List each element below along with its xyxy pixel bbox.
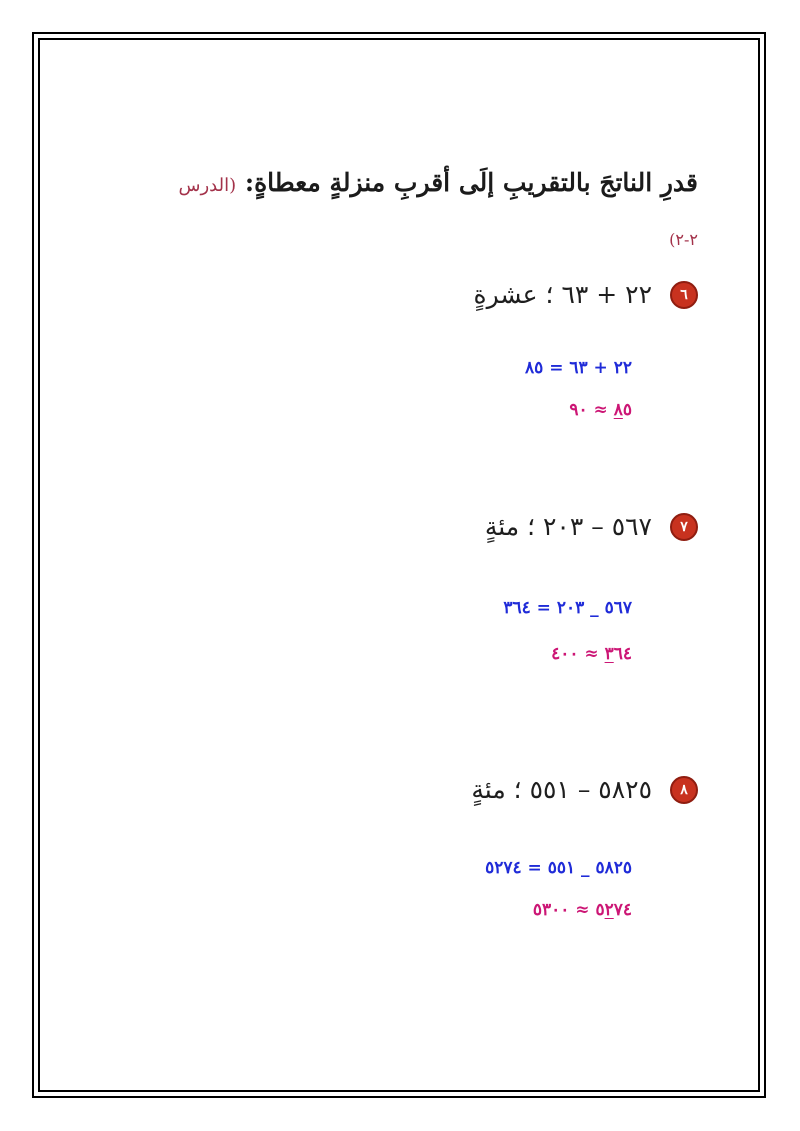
solution-step-round: ٣٦٤ ≈ ٤٠٠ xyxy=(551,644,632,664)
problem-7 xyxy=(485,512,698,541)
solution-step-compute: ٢٢ + ٦٣ = ٨٥ xyxy=(525,358,632,378)
underlined-digit: ٢ xyxy=(604,900,614,920)
instruction-title xyxy=(179,168,699,197)
problem-statement: ٥٨٢٥ – ٥٥١ ؛ مئةٍ xyxy=(471,775,652,804)
underlined-digit: ٣ xyxy=(604,644,614,664)
problem-number-badge: ٦ xyxy=(670,281,698,309)
problem-6 xyxy=(473,280,698,309)
underlined-digit: ٨ xyxy=(613,400,623,420)
solution-step-compute: ٥٦٧ _ ٢٠٣ = ٣٦٤ xyxy=(503,598,632,618)
problem-number-badge: ٨ xyxy=(670,776,698,804)
problem-statement: ٥٦٧ – ٢٠٣ ؛ مئةٍ xyxy=(484,512,652,541)
solution-step-round: ٥٢٧٤ ≈ ٥٣٠٠ xyxy=(532,900,632,920)
lesson-label: (الدرس xyxy=(178,175,237,196)
lesson-reference: ٢-٢) xyxy=(669,230,698,249)
solution-step-compute: ٥٨٢٥ _ ٥٥١ = ٥٢٧٤ xyxy=(485,858,632,878)
problem-statement: ٢٢ + ٦٣ ؛ عشرةٍ xyxy=(473,280,652,309)
instruction-text: قدرِ الناتجَ بالتقريبِ إلَى أقربِ منزلةٍ معطاةٍ: xyxy=(244,168,698,197)
problem-number-badge: ٧ xyxy=(670,513,698,541)
problem-8 xyxy=(471,775,698,804)
solution-step-round: ٨٥ ≈ ٩٠ xyxy=(569,400,632,420)
